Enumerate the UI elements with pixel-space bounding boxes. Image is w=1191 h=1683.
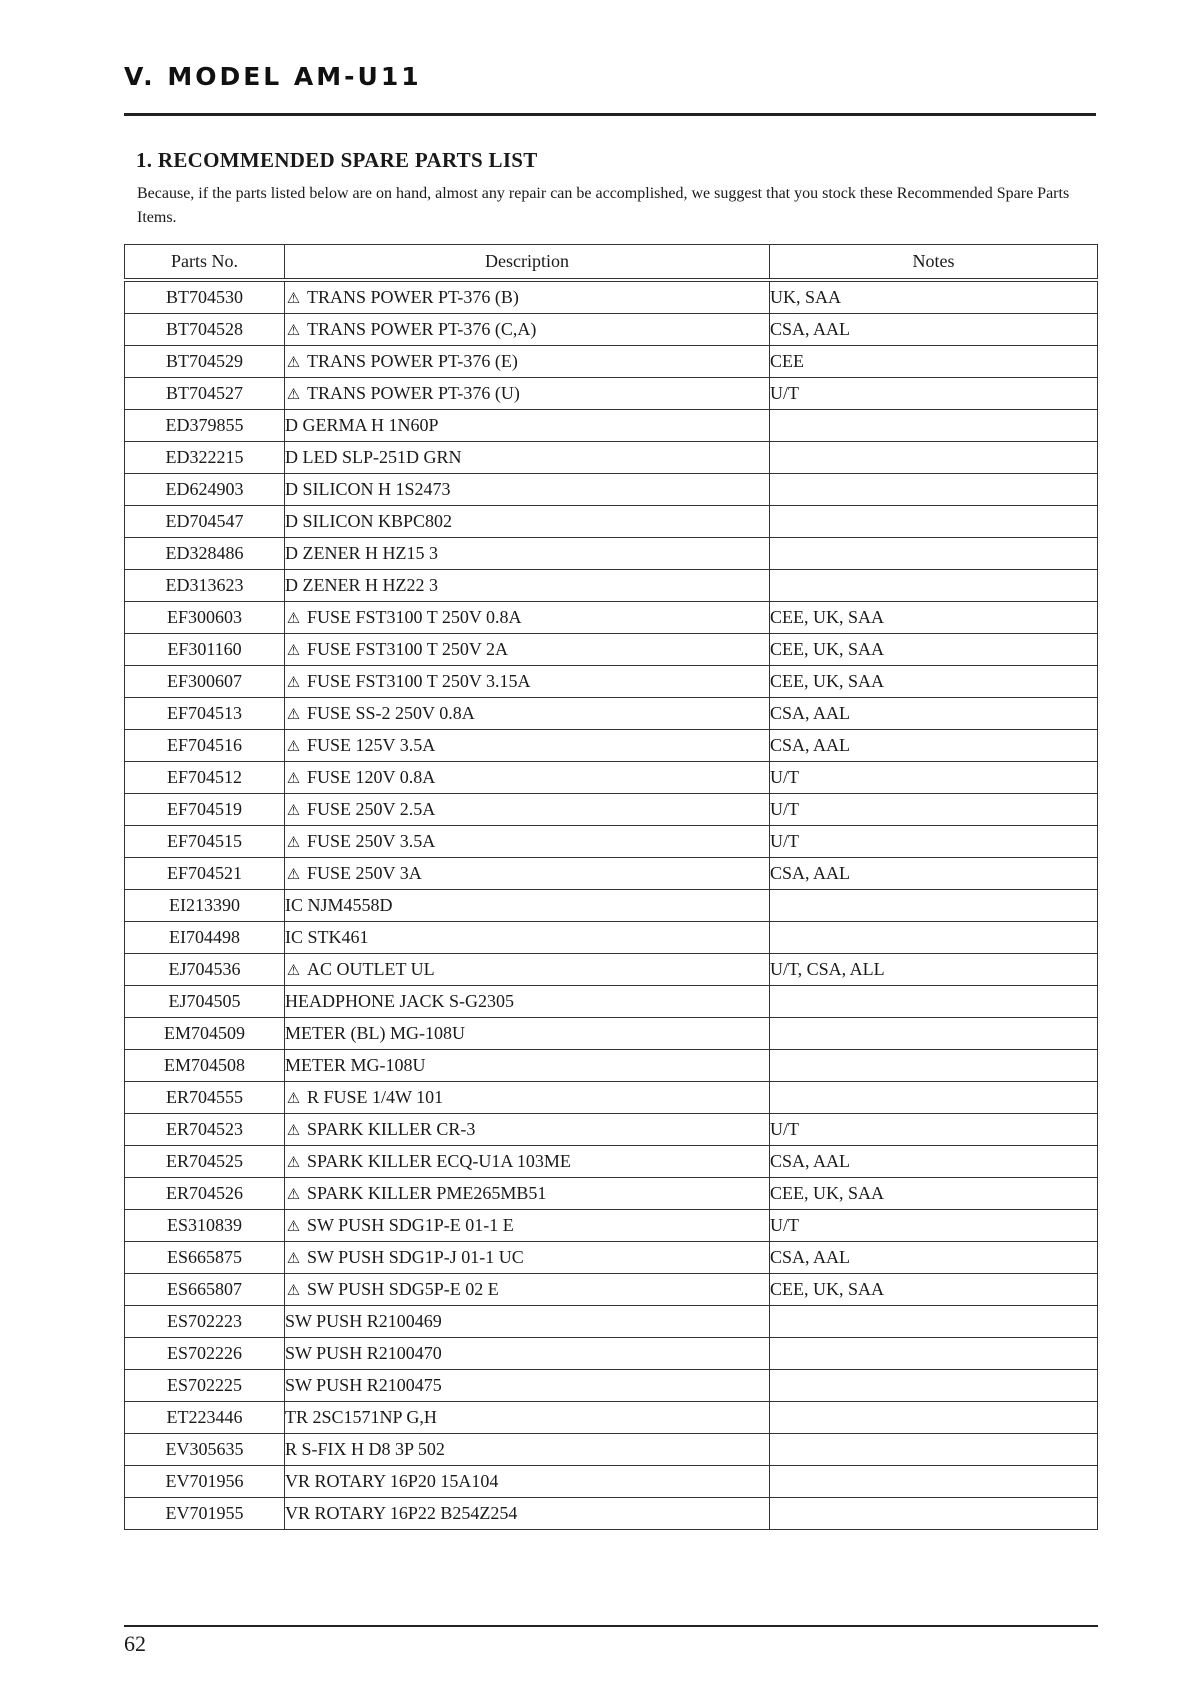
description-text: D SILICON H 1S2473	[285, 479, 451, 499]
description-text: METER MG-108U	[285, 1055, 426, 1075]
notes-cell: U/T	[770, 762, 1098, 794]
safety-warning-icon: ⚠	[286, 1187, 301, 1203]
description-text: R FUSE 1/4W 101	[307, 1087, 444, 1107]
notes-cell: CSA, AAL	[770, 858, 1098, 890]
notes-cell: U/T	[770, 826, 1098, 858]
description-text: FUSE 250V 2.5A	[307, 799, 436, 819]
notes-cell: U/T	[770, 1114, 1098, 1146]
table-row	[125, 730, 1098, 762]
notes-cell: U/T	[770, 378, 1098, 410]
table-row	[125, 602, 1098, 634]
part-number-cell: ER704523	[125, 1114, 285, 1146]
part-number-cell: EF704515	[125, 826, 285, 858]
description-cell	[285, 1434, 770, 1466]
notes-cell: CEE, UK, SAA	[770, 634, 1098, 666]
table-row	[125, 1178, 1098, 1210]
notes-cell: CEE, UK, SAA	[770, 1178, 1098, 1210]
description-text: VR ROTARY 16P20 15A104	[285, 1471, 499, 1491]
table-row	[125, 378, 1098, 410]
part-number-cell: ED313623	[125, 570, 285, 602]
safety-warning-icon: ⚠	[286, 387, 301, 403]
notes-cell	[770, 442, 1098, 474]
description-cell	[285, 346, 770, 378]
table-row	[125, 1338, 1098, 1370]
description-text: SPARK KILLER CR-3	[307, 1119, 476, 1139]
description-text: D GERMA H 1N60P	[285, 415, 439, 435]
notes-cell	[770, 1370, 1098, 1402]
description-text: VR ROTARY 16P22 B254Z254	[285, 1503, 518, 1523]
table-row	[125, 634, 1098, 666]
notes-cell	[770, 890, 1098, 922]
part-number-cell: BT704528	[125, 314, 285, 346]
safety-warning-icon: ⚠	[286, 355, 301, 371]
header-notes: Notes	[770, 245, 1098, 281]
notes-cell: CSA, AAL	[770, 314, 1098, 346]
table-row	[125, 1114, 1098, 1146]
safety-warning-icon: ⚠	[286, 323, 301, 339]
part-number-cell: EF301160	[125, 634, 285, 666]
part-number-cell: EI704498	[125, 922, 285, 954]
notes-cell: CSA, AAL	[770, 1242, 1098, 1274]
part-number-cell: ES310839	[125, 1210, 285, 1242]
description-cell	[285, 410, 770, 442]
description-text: FUSE 120V 0.8A	[307, 767, 436, 787]
description-text: FUSE FST3100 T 250V 0.8A	[307, 607, 522, 627]
part-number-cell: EV701956	[125, 1466, 285, 1498]
table-row	[125, 346, 1098, 378]
part-number-cell: EF704516	[125, 730, 285, 762]
description-text: D SILICON KBPC802	[285, 511, 453, 531]
part-number-cell: ED704547	[125, 506, 285, 538]
notes-cell	[770, 506, 1098, 538]
description-cell	[285, 1018, 770, 1050]
description-text: TRANS POWER PT-376 (C,A)	[307, 319, 537, 339]
description-cell	[285, 1370, 770, 1402]
notes-cell	[770, 1306, 1098, 1338]
notes-cell	[770, 1434, 1098, 1466]
notes-cell	[770, 1082, 1098, 1114]
description-cell	[285, 762, 770, 794]
table-row	[125, 1050, 1098, 1082]
description-cell	[285, 1306, 770, 1338]
part-number-cell: EF704513	[125, 698, 285, 730]
description-cell	[285, 954, 770, 986]
notes-cell	[770, 538, 1098, 570]
safety-warning-icon: ⚠	[286, 643, 301, 659]
description-cell	[285, 858, 770, 890]
safety-warning-icon: ⚠	[286, 835, 301, 851]
description-cell	[285, 730, 770, 762]
part-number-cell: EF704521	[125, 858, 285, 890]
part-number-cell: ER704526	[125, 1178, 285, 1210]
notes-cell: UK, SAA	[770, 280, 1098, 314]
table-row	[125, 538, 1098, 570]
description-cell	[285, 1338, 770, 1370]
description-text: D ZENER H HZ15 3	[285, 543, 438, 563]
table-row	[125, 826, 1098, 858]
part-number-cell: EI213390	[125, 890, 285, 922]
table-body	[125, 280, 1098, 1530]
description-text: SW PUSH SDG1P-E 01-1 E	[307, 1215, 514, 1235]
notes-cell	[770, 1338, 1098, 1370]
notes-cell	[770, 1466, 1098, 1498]
notes-cell: U/T	[770, 794, 1098, 826]
safety-warning-icon: ⚠	[286, 1155, 301, 1171]
description-text: R S-FIX H D8 3P 502	[285, 1439, 445, 1459]
description-text: FUSE 125V 3.5A	[307, 735, 436, 755]
description-cell	[285, 1498, 770, 1530]
description-cell	[285, 634, 770, 666]
safety-warning-icon: ⚠	[286, 1219, 301, 1235]
notes-cell	[770, 1050, 1098, 1082]
notes-cell	[770, 1402, 1098, 1434]
part-number-cell: EV305635	[125, 1434, 285, 1466]
description-cell	[285, 570, 770, 602]
description-cell	[285, 474, 770, 506]
table-row	[125, 1370, 1098, 1402]
description-text: FUSE SS-2 250V 0.8A	[307, 703, 475, 723]
table-row	[125, 1498, 1098, 1530]
part-number-cell: BT704527	[125, 378, 285, 410]
intro-paragraph: Because, if the parts listed below are on hand, almost any repair can be accomplished, we suggest that you stock these Recommended Spare Parts Items.	[137, 185, 1070, 226]
description-cell	[285, 280, 770, 314]
table-row	[125, 1274, 1098, 1306]
table-row	[125, 280, 1098, 314]
part-number-cell: ED379855	[125, 410, 285, 442]
part-number-cell: EF704519	[125, 794, 285, 826]
description-cell	[285, 1274, 770, 1306]
description-text: D ZENER H HZ22 3	[285, 575, 438, 595]
safety-warning-icon: ⚠	[286, 771, 301, 787]
table-row	[125, 1466, 1098, 1498]
safety-warning-icon: ⚠	[286, 675, 301, 691]
part-number-cell: EJ704505	[125, 986, 285, 1018]
safety-warning-icon: ⚠	[286, 1283, 301, 1299]
notes-cell	[770, 1018, 1098, 1050]
notes-cell	[770, 570, 1098, 602]
table-row	[125, 410, 1098, 442]
description-text: IC STK461	[285, 927, 369, 947]
page-number: 62	[124, 1631, 146, 1656]
description-cell	[285, 1402, 770, 1434]
description-cell	[285, 1210, 770, 1242]
part-number-cell: BT704530	[125, 280, 285, 314]
description-text: TR 2SC1571NP G,H	[285, 1407, 437, 1427]
table-row	[125, 442, 1098, 474]
description-cell	[285, 1146, 770, 1178]
part-number-cell: EM704509	[125, 1018, 285, 1050]
description-cell	[285, 794, 770, 826]
header-parts-no: Parts No.	[125, 245, 285, 281]
description-cell	[285, 666, 770, 698]
description-text: SW PUSH R2100475	[285, 1375, 442, 1395]
safety-warning-icon: ⚠	[286, 1251, 301, 1267]
table-row	[125, 858, 1098, 890]
part-number-cell: EV701955	[125, 1498, 285, 1530]
part-number-cell: EF704512	[125, 762, 285, 794]
notes-cell: CEE, UK, SAA	[770, 602, 1098, 634]
description-cell	[285, 698, 770, 730]
table-row	[125, 666, 1098, 698]
part-number-cell: ES665875	[125, 1242, 285, 1274]
description-text: IC NJM4558D	[285, 895, 393, 915]
notes-cell: U/T	[770, 1210, 1098, 1242]
description-cell	[285, 506, 770, 538]
description-text: SW PUSH R2100469	[285, 1311, 442, 1331]
description-cell	[285, 1050, 770, 1082]
table-row	[125, 1402, 1098, 1434]
description-cell	[285, 922, 770, 954]
description-text: SPARK KILLER PME265MB51	[307, 1183, 547, 1203]
header-description: Description	[285, 245, 770, 281]
description-text: FUSE FST3100 T 250V 3.15A	[307, 671, 531, 691]
table-row	[125, 698, 1098, 730]
spare-parts-table	[124, 244, 1098, 1530]
safety-warning-icon: ⚠	[286, 291, 301, 307]
notes-cell	[770, 410, 1098, 442]
table-row	[125, 314, 1098, 346]
table-header-row	[125, 245, 1098, 281]
description-text: FUSE 250V 3A	[307, 863, 422, 883]
description-text: AC OUTLET UL	[307, 959, 435, 979]
notes-cell	[770, 1498, 1098, 1530]
part-number-cell: EF300603	[125, 602, 285, 634]
description-text: FUSE 250V 3.5A	[307, 831, 436, 851]
description-text: SPARK KILLER ECQ-U1A 103ME	[307, 1151, 571, 1171]
notes-cell: CSA, AAL	[770, 1146, 1098, 1178]
part-number-cell: ES665807	[125, 1274, 285, 1306]
notes-cell	[770, 474, 1098, 506]
part-number-cell: EF300607	[125, 666, 285, 698]
part-number-cell: EJ704536	[125, 954, 285, 986]
notes-cell	[770, 986, 1098, 1018]
table-row	[125, 570, 1098, 602]
description-cell	[285, 378, 770, 410]
description-cell	[285, 602, 770, 634]
part-number-cell: ER704525	[125, 1146, 285, 1178]
description-text: METER (BL) MG-108U	[285, 1023, 465, 1043]
table-row	[125, 890, 1098, 922]
part-number-cell: ER704555	[125, 1082, 285, 1114]
table-row	[125, 1242, 1098, 1274]
part-number-cell: ES702223	[125, 1306, 285, 1338]
table-row	[125, 474, 1098, 506]
safety-warning-icon: ⚠	[286, 963, 301, 979]
notes-cell: U/T, CSA, ALL	[770, 954, 1098, 986]
notes-cell: CEE, UK, SAA	[770, 666, 1098, 698]
description-text: SW PUSH SDG5P-E 02 E	[307, 1279, 499, 1299]
table-row	[125, 1210, 1098, 1242]
table-row	[125, 1082, 1098, 1114]
top-divider	[124, 113, 1096, 116]
bottom-divider	[124, 1625, 1098, 1627]
part-number-cell: ED322215	[125, 442, 285, 474]
table-row	[125, 1306, 1098, 1338]
notes-cell	[770, 922, 1098, 954]
description-cell	[285, 314, 770, 346]
part-number-cell: EM704508	[125, 1050, 285, 1082]
part-number-cell: ES702226	[125, 1338, 285, 1370]
part-number-cell: ED328486	[125, 538, 285, 570]
table-row	[125, 1434, 1098, 1466]
description-cell	[285, 1178, 770, 1210]
part-number-cell: ET223446	[125, 1402, 285, 1434]
section-title: 1. RECOMMENDED SPARE PARTS LIST	[136, 148, 538, 172]
description-cell	[285, 442, 770, 474]
description-text: TRANS POWER PT-376 (B)	[307, 287, 519, 307]
safety-warning-icon: ⚠	[286, 739, 301, 755]
description-cell	[285, 538, 770, 570]
table-row	[125, 1018, 1098, 1050]
description-cell	[285, 890, 770, 922]
table-row	[125, 794, 1098, 826]
description-text: TRANS POWER PT-376 (U)	[307, 383, 520, 403]
description-text: HEADPHONE JACK S-G2305	[285, 991, 515, 1011]
part-number-cell: ED624903	[125, 474, 285, 506]
description-cell	[285, 1114, 770, 1146]
table-row	[125, 986, 1098, 1018]
description-text: FUSE FST3100 T 250V 2A	[307, 639, 509, 659]
part-number-cell: BT704529	[125, 346, 285, 378]
description-cell	[285, 1466, 770, 1498]
safety-warning-icon: ⚠	[286, 707, 301, 723]
page-heading: V. MODEL AM-U11	[124, 62, 422, 91]
notes-cell: CSA, AAL	[770, 730, 1098, 762]
safety-warning-icon: ⚠	[286, 1123, 301, 1139]
safety-warning-icon: ⚠	[286, 803, 301, 819]
description-text: SW PUSH R2100470	[285, 1343, 442, 1363]
description-cell	[285, 1082, 770, 1114]
table-row	[125, 954, 1098, 986]
description-text: D LED SLP-251D GRN	[285, 447, 462, 467]
table-row	[125, 506, 1098, 538]
notes-cell: CSA, AAL	[770, 698, 1098, 730]
table-row	[125, 922, 1098, 954]
description-text: SW PUSH SDG1P-J 01-1 UC	[307, 1247, 524, 1267]
table-row	[125, 762, 1098, 794]
part-number-cell: ES702225	[125, 1370, 285, 1402]
description-cell	[285, 1242, 770, 1274]
table-row	[125, 1146, 1098, 1178]
notes-cell: CEE, UK, SAA	[770, 1274, 1098, 1306]
description-text: TRANS POWER PT-376 (E)	[307, 351, 518, 371]
safety-warning-icon: ⚠	[286, 1091, 301, 1107]
safety-warning-icon: ⚠	[286, 867, 301, 883]
safety-warning-icon: ⚠	[286, 611, 301, 627]
notes-cell: CEE	[770, 346, 1098, 378]
description-cell	[285, 826, 770, 858]
description-cell	[285, 986, 770, 1018]
